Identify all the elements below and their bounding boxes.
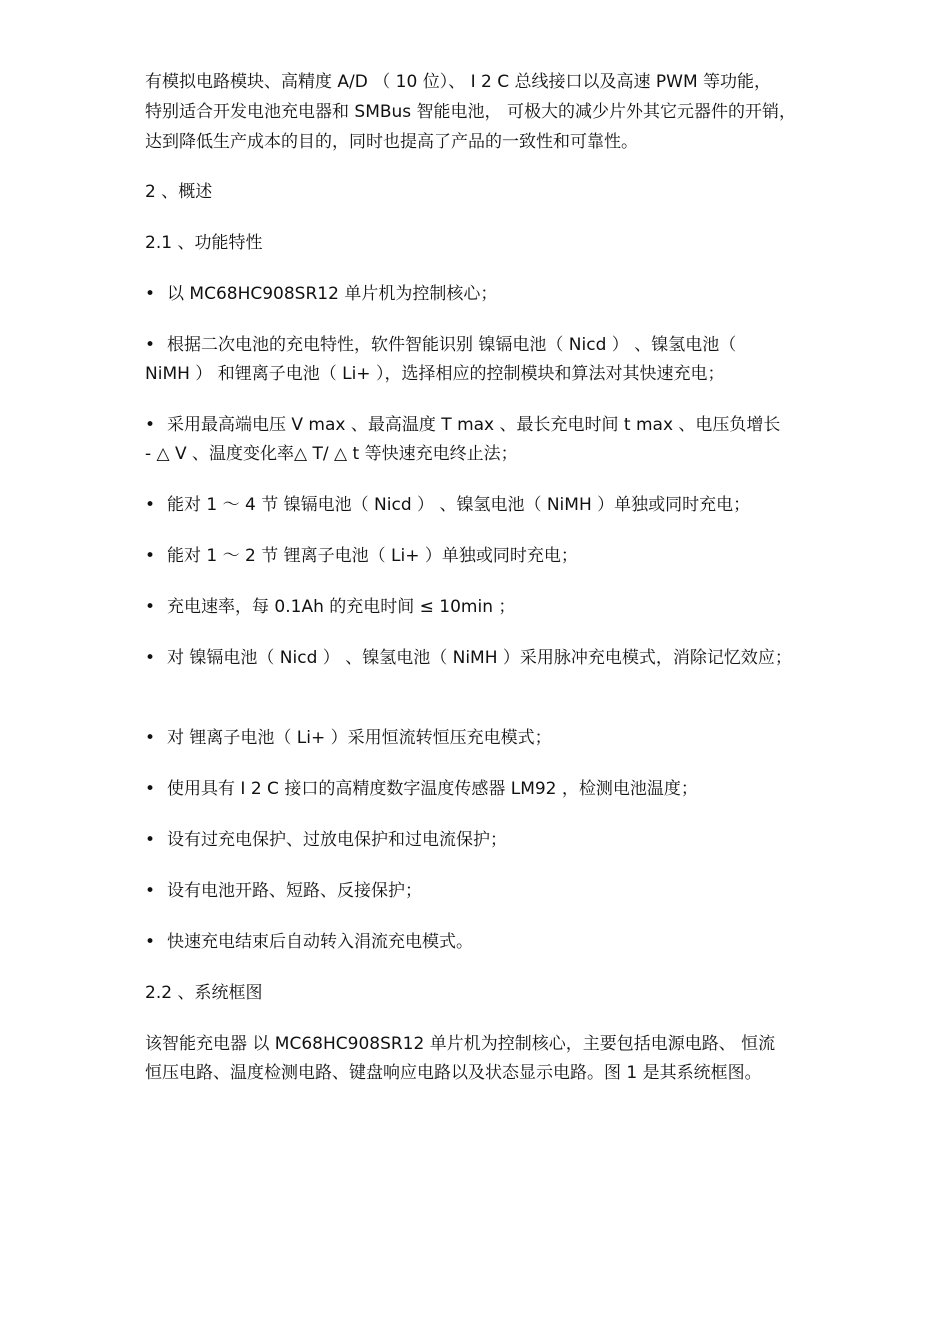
feature-text: 根据二次电池的充电特性，软件智能识别 镍镉电池（ Nicd ） 、镍氢电池（ <box>167 335 737 355</box>
intro-line-1: 有模拟电路模块、高精度 A/D （ 10 位）、 I 2 C 总线接口以及高速 PWM 等功能， <box>145 72 772 92</box>
bullet-icon: • <box>145 597 156 617</box>
bullet-icon: • <box>145 546 156 566</box>
feature-text: 充电速率，每 0.1Ah 的充电时间 ≤ 10min ； <box>167 597 516 617</box>
feature-item <box>145 494 750 516</box>
feature-item <box>145 414 780 436</box>
feature-item <box>145 829 507 851</box>
feature-text: 设有电池开路、短路、反接保护； <box>167 881 422 901</box>
summary-line-2: 恒压电路、温度检测电路、键盘响应电路以及状态显示电路。图 1 是其系统框图。 <box>145 1063 762 1083</box>
feature-text: 对 镍镉电池（ Nicd ） 、镍氢电池（ NiMH ）采用脉冲充电模式，消除记忆效应； <box>167 648 792 668</box>
feature-item <box>145 931 473 953</box>
feature-text: 以 MC68HC908SR12 单片机为控制核心； <box>167 284 498 304</box>
feature-item <box>145 545 578 567</box>
feature-item <box>145 880 422 902</box>
bullet-icon: • <box>145 881 156 901</box>
feature-item <box>145 778 698 800</box>
feature-text: 快速充电结束后自动转入涓流充电模式。 <box>167 932 473 952</box>
bullet-icon: • <box>145 284 156 304</box>
bullet-icon: • <box>145 495 156 515</box>
bullet-icon: • <box>145 335 156 355</box>
bullet-icon: • <box>145 830 156 850</box>
section-heading-overview: 2 、概述 <box>145 182 213 202</box>
bullet-icon: • <box>145 728 156 748</box>
feature-text-continued: NiMH ） 和锂离子电池（ Li+ ），选择相应的控制模块和算法对其快速充电； <box>145 364 725 384</box>
summary-line-1: 该智能充电器 以 MC68HC908SR12 单片机为控制核心，主要包括电源电路、 恒流 <box>145 1034 776 1054</box>
intro-line-2: 特别适合开发电池充电器和 SMBus 智能电池， 可极大的减少片外其它元器件的开销， <box>145 102 796 122</box>
bullet-icon: • <box>145 648 156 668</box>
feature-text: 对 锂离子电池（ Li+ ）采用恒流转恒压充电模式； <box>167 728 552 748</box>
section-heading-block-diagram: 2.2 、系统框图 <box>145 983 263 1003</box>
feature-item <box>145 727 552 749</box>
bullet-icon: • <box>145 415 156 435</box>
intro-line-3: 达到降低生产成本的目的，同时也提高了产品的一致性和可靠性。 <box>145 132 638 152</box>
bullet-icon: • <box>145 779 156 799</box>
feature-text: 使用具有 I 2 C 接口的高精度数字温度传感器 LM92 ，检测电池温度； <box>167 779 698 799</box>
feature-text: 设有过充电保护、过放电保护和过电流保护； <box>167 830 507 850</box>
feature-item <box>145 647 792 669</box>
feature-item <box>145 596 515 618</box>
feature-item <box>145 283 497 305</box>
feature-item <box>145 334 736 356</box>
feature-text: 能对 1 ～ 2 节 锂离子电池（ Li+ ）单独或同时充电； <box>167 546 578 566</box>
feature-text-continued: - △ V 、温度变化率△ T/ △ t 等快速充电终止法； <box>145 444 518 464</box>
feature-text: 采用最高端电压 V max 、最高温度 T max 、最长充电时间 t max 、电压负增长 <box>167 415 781 435</box>
bullet-icon: • <box>145 932 156 952</box>
section-heading-features: 2.1 、功能特性 <box>145 233 263 253</box>
feature-text: 能对 1 ～ 4 节 镍镉电池（ Nicd ） 、镍氢电池（ NiMH ）单独或同时充电； <box>167 495 751 515</box>
